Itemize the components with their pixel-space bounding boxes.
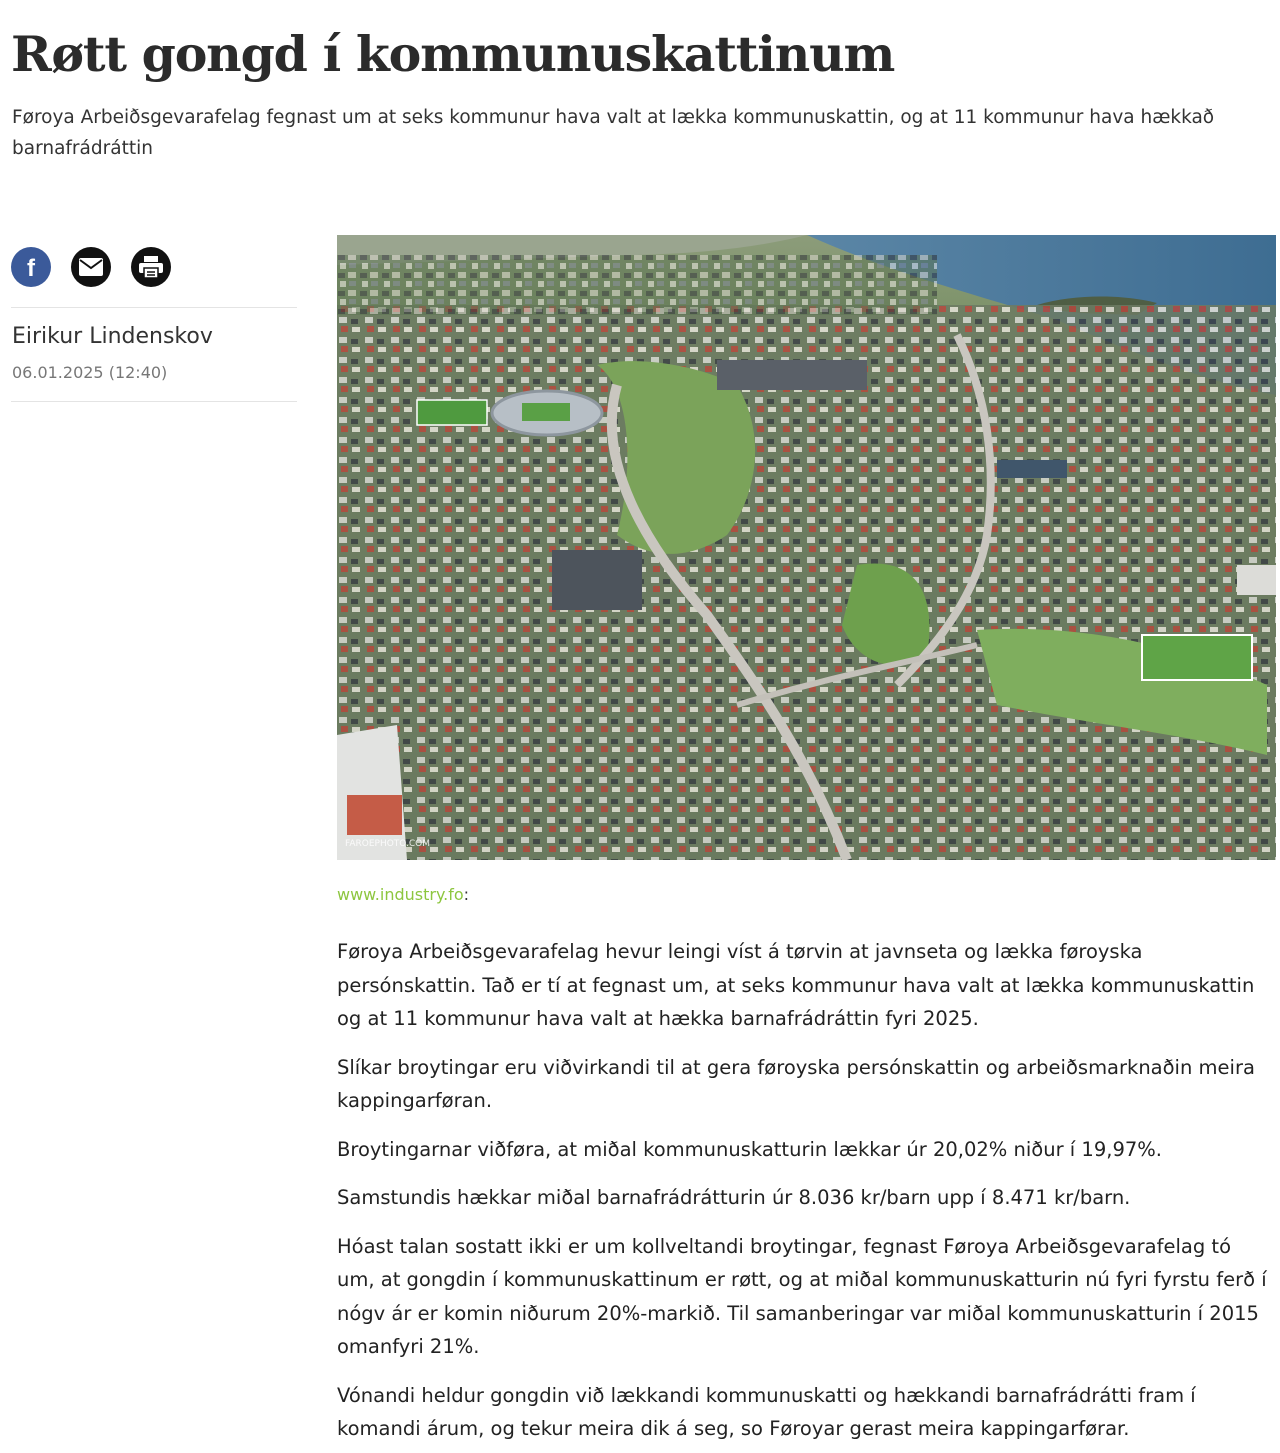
meta-divider-top [11,307,297,308]
body-paragraph: Føroya Arbeiðsgevarafelag hevur leingi víst á tørvin at javnseta og lækka føroyska persónskattin. Tað er tí at fegnast um, at seks kommunur hava valt at lækka kommunuskattin og at 11 kommunur hava valt at hækka barnafrádráttin fyri 2025. [337,940,1255,1030]
facebook-share-button[interactable] [11,247,51,287]
body-paragraph: Vónandi heldur gongdin við lækkandi kommunuskatti og hækkandi barnafrádrátti fram í komandi árum, og tekur meira dik á seg, so Føroyar gerast meira kappingarførar. [337,1383,1196,1440]
svg-text:FAROEPHOTO.COM: FAROEPHOTO.COM [345,839,431,849]
source-line [337,883,469,907]
facebook-icon [11,247,51,287]
body-paragraph: Hóast talan sostatt ikki er um kollveltandi broytingar, fegnast Føroya Arbeiðsgevarafelag tó um, at gongdin í kommunuskattinum er røtt, og at miðal kommunuskatturin nú fyri fyrstu ferð í nógv ár er komin niðurum 20%-markið. Til samanberingar var miðal kommunuskatturin í 2015 omanfyri 21%. [337,1234,1267,1358]
email-share-button[interactable] [71,247,111,287]
author-name: Eirikur Lindenskov [12,324,213,349]
body-paragraph: Samstundis hækkar miðal barnafrádrátturin úr 8.036 kr/barn upp í 8.471 kr/barn. [337,1186,1131,1209]
article-title: Røtt gongd í kommunuskattinum [11,25,895,83]
mail-icon [79,258,103,276]
source-suffix: : [463,885,470,904]
publish-date: 06.01.2025 (12:40) [12,363,168,382]
print-icon [139,256,163,278]
share-bar [11,247,171,287]
source-link[interactable]: www.industry.fo [337,885,464,904]
article-image [337,235,1276,860]
svg-text:f: f [27,255,35,282]
article-body [337,935,1273,1453]
print-button[interactable] [131,247,171,287]
body-paragraph: Slíkar broytingar eru viðvirkandi til at gera føroyska persónskattin og arbeiðsmarknaðin meira kappingarføran. [337,1055,1255,1112]
meta-divider-bottom [11,401,297,402]
article-lead: Føroya Arbeiðsgevarafelag fegnast um at seks kommunur hava valt at lækka kommunuskattin, og at 11 kommunur hava hækkað barnafrádráttin [12,107,1215,159]
body-paragraph: Broytingarnar viðføra, at miðal kommunuskatturin lækkar úr 20,02% niður í 19,97%. [337,1137,1162,1161]
